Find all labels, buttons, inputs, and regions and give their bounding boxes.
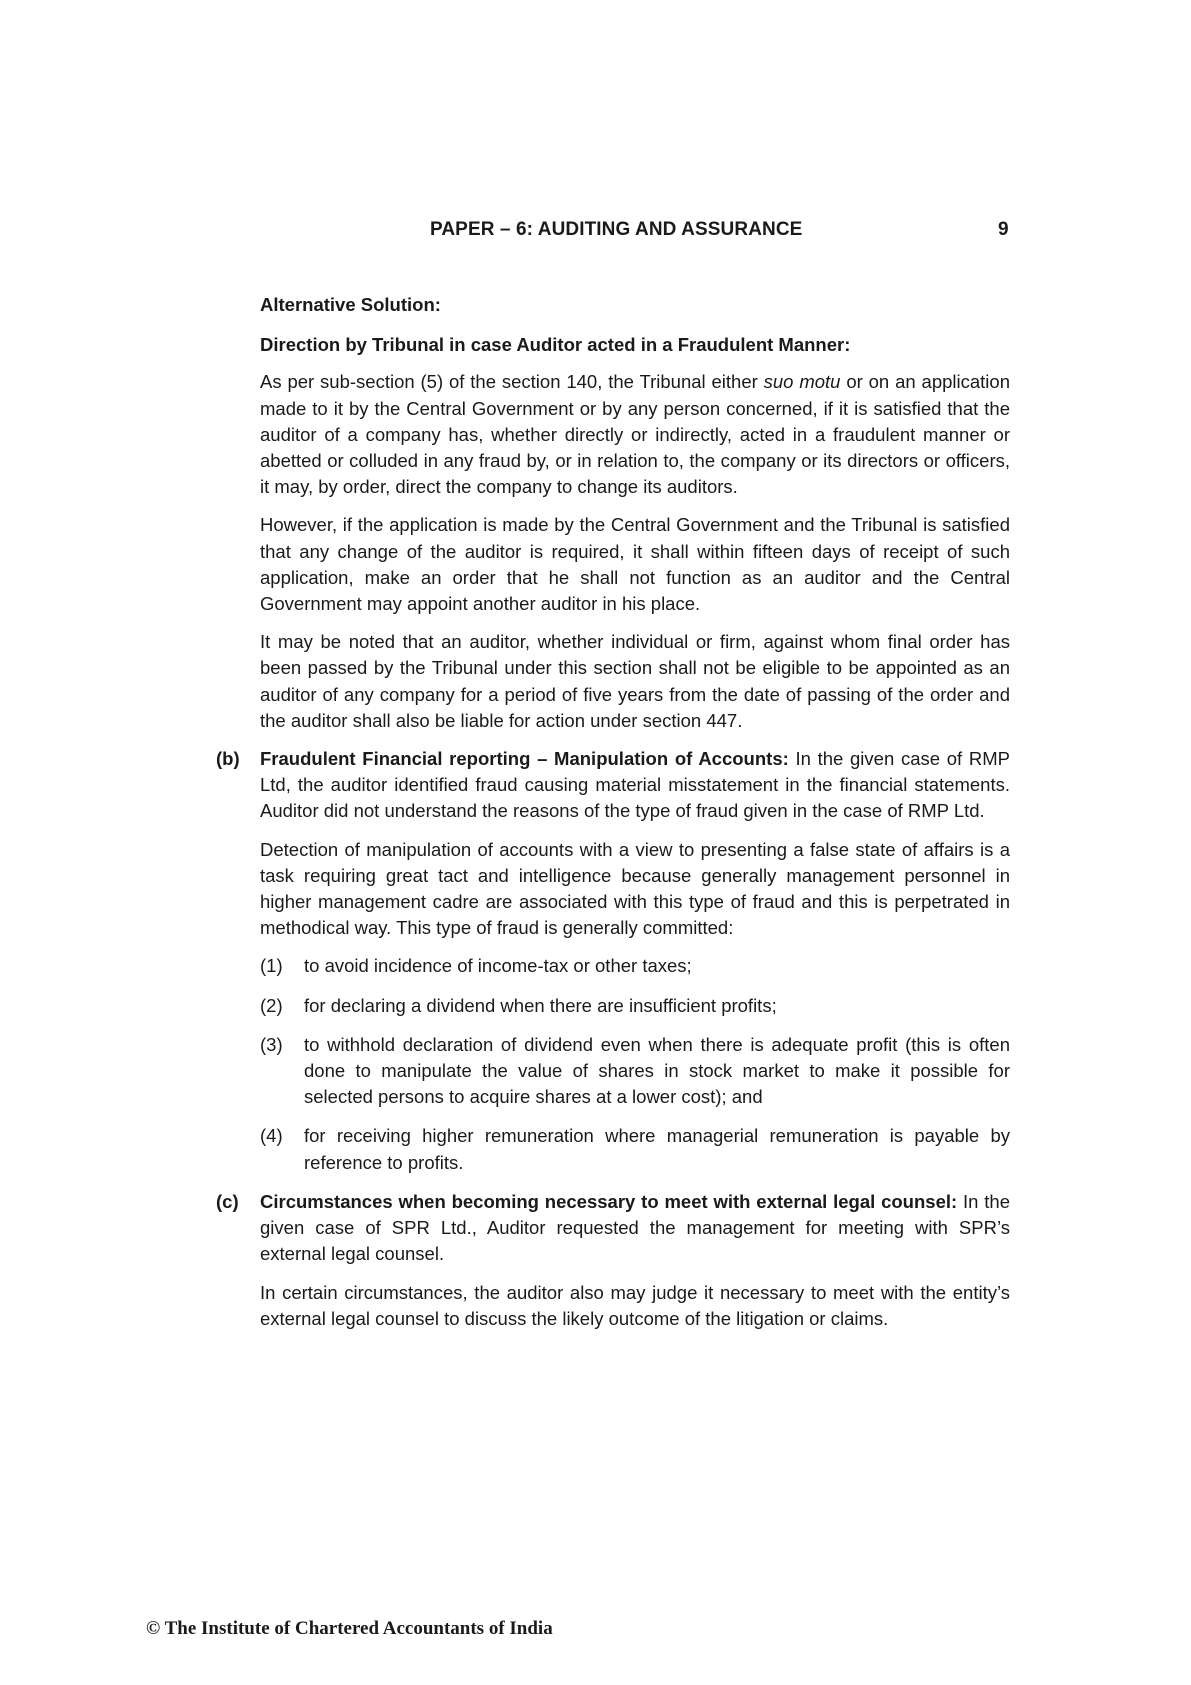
fraud-purpose-list [260,953,1010,1175]
item-c-paragraph-2: In certain circumstances, the auditor also may judge it necessary to meet with the entity’s external legal counsel to discuss the likely outcome of the litigation or claims. [260,1281,1010,1329]
item-b-label: (b) [216,748,240,770]
copyright-footer: © The Institute of Chartered Accountants of India [146,1618,553,1639]
list-item-text: to withhold declaration of dividend even when there is adequate profit (this is often done to manipulate the value of shares in stock market to make it possible for selected persons to acquire shares at a lower cost); and [304,1033,1010,1108]
list-item-number: (3) [260,1033,283,1055]
alt-solution-paragraph-3: It may be noted that an auditor, whether individual or firm, against whom final order has been passed by the Tribunal under this section shall not be eligible to be appointed as an auditor of any company for a period of five years from the date of passing of the order and the auditor shall also be liable for action under section 447. [260,631,1010,731]
item-c-heading: Circumstances when becoming necessary to meet with external legal counsel: [260,1190,958,1212]
page-content [216,292,1010,1344]
list-item-text: for receiving higher remuneration where managerial remuneration is payable by reference to profits. [304,1125,1010,1173]
item-b [216,746,1010,1176]
item-c-intro-text: In the given case of SPR Ltd., Auditor requested the management for meeting with SPR’s external legal counsel. [260,1190,1010,1265]
item-b-intro-paragraph [260,746,1010,825]
running-header-title: PAPER – 6: AUDITING AND ASSURANCE [430,219,803,240]
alt-solution-heading: Alternative Solution: [260,294,441,315]
list-item-number: (1) [260,955,283,977]
item-b-paragraph-2: Detection of manipulation of accounts with a view to presenting a false state of affairs is a task requiring great tact and intelligence because generally management personnel in higher management cadre are associated with this type of fraud and this is perpetrated in methodical way. This type of fraud is generally committed: [260,838,1010,939]
p1-text-after: or on an application made to it by the Central Government or by any person concerned, if it is satisfied that the auditor of a company has, whether directly or indirectly, acted in a fraudulent manner or abetted or colluded in any fraud by, or in relation to, the company or its directors or officers, it may, by order, direct the company to change its auditors. [260,371,1010,498]
list-item [260,993,1010,1019]
p1-italic-term: suo motu [763,371,841,393]
item-b-heading: Fraudulent Financial reporting – Manipulation of Accounts: [260,748,789,770]
list-item-number: (2) [260,994,283,1016]
tribunal-direction-heading: Direction by Tribunal in case Auditor acted in a Fraudulent Manner: [260,334,851,356]
list-item [260,1032,1010,1111]
item-c-intro-paragraph [260,1189,1010,1268]
list-item [260,953,1010,979]
page-number: 9 [998,219,1009,240]
list-item [260,1123,1010,1175]
list-item-number: (4) [260,1125,283,1147]
alt-solution-paragraph-1 [260,369,1010,500]
item-c [216,1189,1010,1332]
item-b-intro-text: In the given case of RMP Ltd, the auditor identified fraud causing material misstatement in the financial statements. Auditor did not understand the reasons of the type of fraud given in the case of RMP Ltd. [260,748,1010,822]
alt-solution-paragraph-2: However, if the application is made by the Central Government and the Tribunal is satisfied that any change of the auditor is required, it shall within fifteen days of receipt of such application, make an order that he shall not function as an auditor and the Central Government may appoint another auditor in his place. [260,514,1010,615]
item-c-label: (c) [216,1190,239,1212]
list-item-text: for declaring a dividend when there are insufficient profits; [304,994,777,1016]
p1-text-before: As per sub-section (5) of the section 140, the Tribunal either [260,371,764,393]
list-item-text: to avoid incidence of income-tax or other taxes; [304,955,692,977]
